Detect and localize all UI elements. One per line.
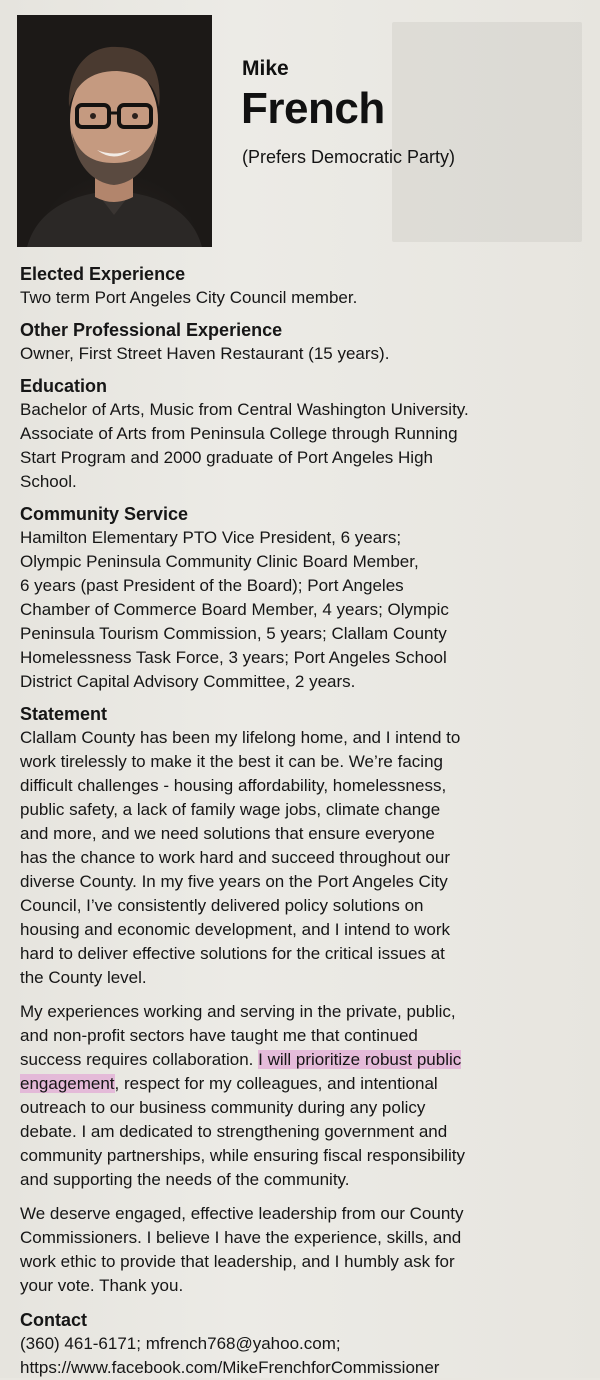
statement-line: your vote. Thank you. [20,1276,184,1295]
community-line: Hamilton Elementary PTO Vice President, 6 years; [20,528,402,547]
candidate-statement-content [20,262,590,1380]
education-line: Start Program and 2000 graduate of Port Angeles High [20,448,433,467]
statement-line [20,1048,590,1072]
education-body [20,398,590,494]
community-line: 6 years (past President of the Board); Port Angeles [20,576,404,595]
bleed-through-shadow [392,22,582,242]
statement-line: Commissioners. I believe I have the experience, skills, and [20,1228,462,1247]
statement-text: , respect for my colleagues, and intentional [114,1074,438,1093]
candidate-last-name: French [241,84,385,133]
statement-line: community partnerships, while ensuring fiscal responsibility [20,1146,466,1165]
community-line: District Capital Advisory Committee, 2 years. [20,672,356,691]
statement-paragraph-2 [20,1000,590,1192]
statement-heading: Statement [20,704,108,724]
contact-phone-email: (360) 461-6171; mfrench768@yahoo.com; [20,1334,341,1353]
community-service-heading: Community Service [20,504,189,524]
candidate-party: (Prefers Democratic Party) [242,147,456,167]
statement-text: success requires collaboration. [20,1050,259,1069]
statement-line: My experiences working and serving in the private, public, [20,1002,456,1021]
contact-facebook-url: https://www.facebook.com/MikeFrenchforCommissioner [20,1358,440,1377]
statement-line: work tirelessly to make it the best it can be. We’re facing [20,752,443,771]
statement-line: and more, and we need solutions that ensure everyone [20,824,435,843]
statement-line: Council, I’ve consistently delivered policy solutions on [20,896,424,915]
contact-heading: Contact [20,1310,87,1330]
statement-line: and supporting the needs of the community. [20,1170,350,1189]
statement-line: and non-profit sectors have taught me that continued [20,1026,418,1045]
candidate-first-name: Mike [242,57,289,80]
statement-paragraph-3 [20,1202,590,1298]
statement-line: Clallam County has been my lifelong home, and I intend to [20,728,461,747]
community-line: Peninsula Tourism Commission, 5 years; Clallam County [20,624,447,643]
professional-experience-heading: Other Professional Experience [20,320,283,340]
statement-line: housing and economic development, and I intend to work [20,920,450,939]
contact-block [20,1308,590,1380]
statement-line: hard to deliver effective solutions for the critical issues at [20,944,445,963]
education-line: Bachelor of Arts, Music from Central Washington University. [20,400,469,419]
statement-line [20,1072,590,1096]
community-line: Chamber of Commerce Board Member, 4 years; Olympic [20,600,449,619]
statement-line: difficult challenges - housing affordability, homelessness, [20,776,447,795]
statement-line: outreach to our business community during any policy [20,1098,426,1117]
highlighted-text: engagement [20,1074,115,1093]
education-heading: Education [20,376,108,396]
statement-line: has the chance to work hard and succeed throughout our [20,848,451,867]
candidate-photo [17,15,212,247]
statement-line: We deserve engaged, effective leadership from our County [20,1204,464,1223]
statement-line: diverse County. In my five years on the Port Angeles City [20,872,448,891]
statement-paragraph-1 [20,726,590,990]
elected-experience-heading: Elected Experience [20,264,186,284]
statement-line: public safety, a lack of family wage jobs, climate change [20,800,441,819]
highlighted-text: I will prioritize robust public [258,1050,462,1069]
elected-experience-body: Two term Port Angeles City Council member. [20,288,358,307]
community-service-body [20,526,590,694]
statement-line: the County level. [20,968,147,987]
professional-experience-body: Owner, First Street Haven Restaurant (15 years). [20,344,390,363]
community-line: Olympic Peninsula Community Clinic Board Member, [20,552,419,571]
statement-line: debate. I am dedicated to strengthening government and [20,1122,448,1141]
statement-line: work ethic to provide that leadership, and I humbly ask for [20,1252,455,1271]
community-line: Homelessness Task Force, 3 years; Port Angeles School [20,648,447,667]
education-line: Associate of Arts from Peninsula College through Running [20,424,458,443]
education-line: School. [20,472,77,491]
